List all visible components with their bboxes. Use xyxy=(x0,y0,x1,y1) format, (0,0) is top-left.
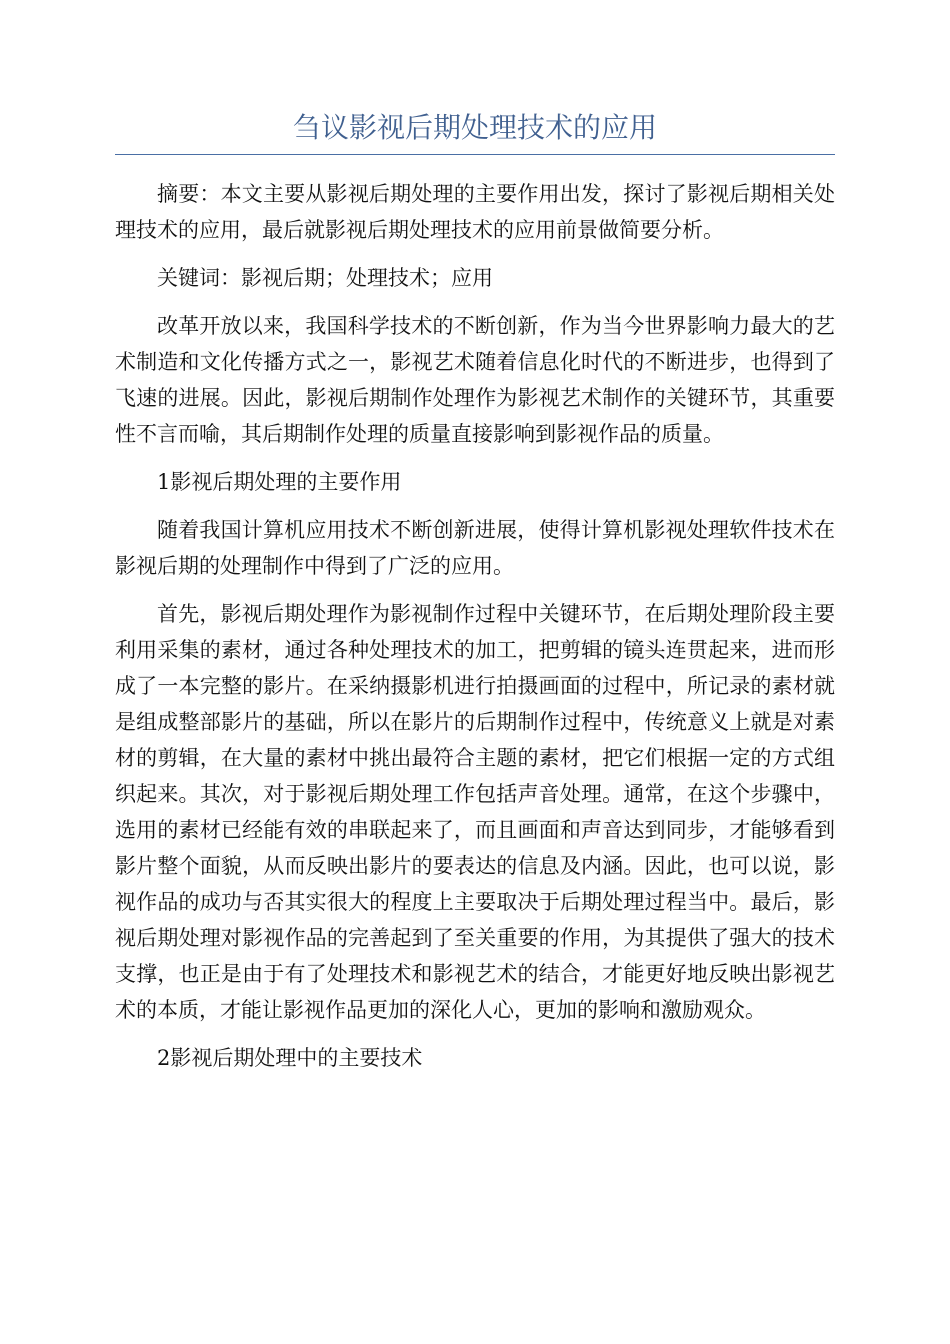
intro-paragraph: 改革开放以来，我国科学技术的不断创新，作为当今世界影响力最大的艺术制造和文化传播方式之一，影视艺术随着信息化时代的不断进步，也得到了飞速的进展。因此，影视后期制作处理作为影视艺术制作的关键环节，其重要性不言而喻，其后期制作处理的质量直接影响到影视作品的质量。 xyxy=(115,314,835,446)
title-underline xyxy=(115,154,835,155)
keywords-line: 关键词：影视后期；处理技术；应用 xyxy=(157,266,493,290)
section-1-paragraph-2: 首先，影视后期处理作为影视制作过程中关键环节，在后期处理阶段主要利用采集的素材，通过各种处理技术的加工，把剪辑的镜头连贯起来，进而形成了一本完整的影片。在采纳摄影机进行拍摄画面的过程中，所记录的素材就是组成整部影片的基础，所以在影片的后期制作过程中，传统意义上就是对素材的剪辑，在大量的素材中挑出最符合主题的素材，把它们根据一定的方式组织起来。其次，对于影视后期处理工作包括声音处理。通常，在这个步骤中，选用的素材已经能有效的串联起来了，而且画面和声音达到同步，才能够看到影片整个面貌，从而反映出影片的要表达的信息及内涵。因此，也可以说，影视作品的成功与否其实很大的程度上主要取决于后期处理过程当中。最后，影视后期处理对影视作品的完善起到了至关重要的作用，为其提供了强大的技术支撑，也正是由于有了处理技术和影视艺术的结合，才能更好地反映出影视艺术的本质，才能让影视作品更加的深化人心，更加的影响和激励观众。 xyxy=(115,602,835,1022)
section-1-heading: 1影视后期处理的主要作用 xyxy=(157,470,402,494)
document-title: 刍议影视后期处理技术的应用 xyxy=(292,111,657,144)
section-2-heading: 2影视后期处理中的主要技术 xyxy=(157,1046,423,1070)
abstract-paragraph: 摘要：本文主要从影视后期处理的主要作用出发，探讨了影视后期相关处理技术的应用，最后就影视后期处理技术的应用前景做简要分析。 xyxy=(115,182,835,242)
document-body xyxy=(115,176,835,1088)
section-1-paragraph-1: 随着我国计算机应用技术不断创新进展，使得计算机影视处理软件技术在影视后期的处理制作中得到了广泛的应用。 xyxy=(115,518,835,578)
